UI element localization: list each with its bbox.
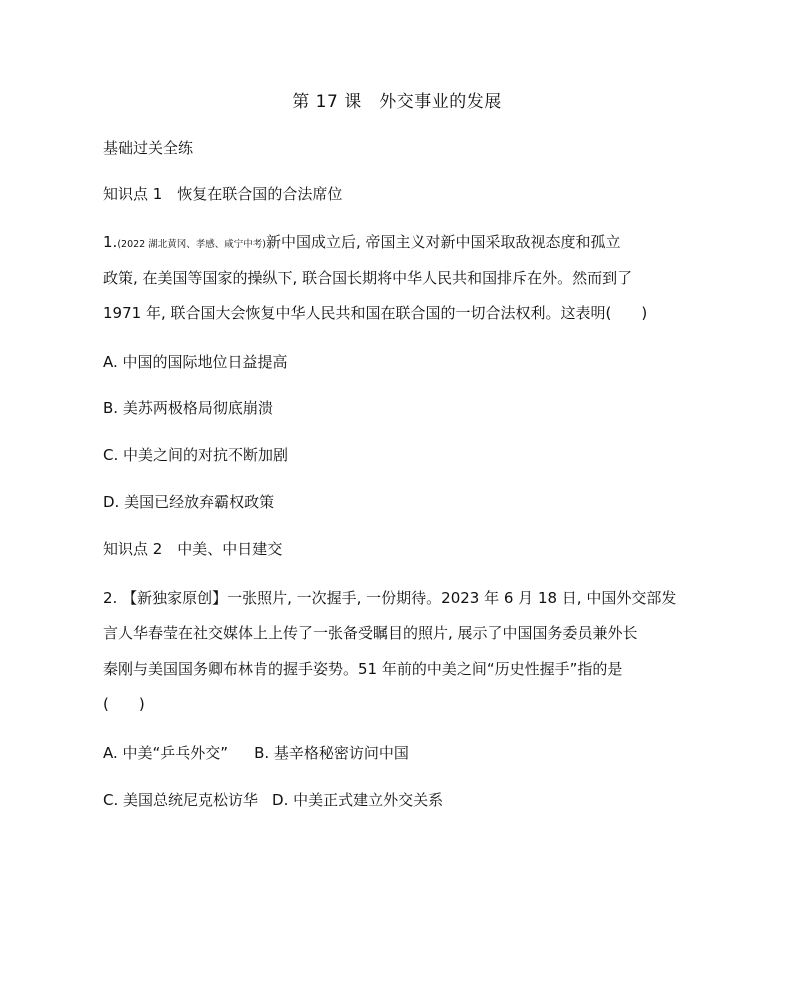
question-1-line-3: 1971 年, 联合国大会恢复中华人民共和国在联合国的一切合法权利。这表明( ): [103, 304, 648, 322]
question-2-options-row-2: [103, 790, 443, 810]
question-1-option-d: D. 美国已经放弃霸权政策: [103, 493, 275, 511]
knowledge-point-1: 知识点 1 恢复在联合国的合法席位: [103, 185, 343, 203]
lesson-title: 第 17 课 外交事业的发展: [292, 92, 502, 112]
question-1-line-1: [103, 232, 620, 255]
question-1-option-c: C. 中美之间的对抗不断加剧: [103, 446, 289, 464]
question-1-text-1: 新中国成立后, 帝国主义对新中国采取敌视态度和孤立: [265, 233, 621, 251]
question-2-line-1: 2. 【新独家原创】一张照片, 一次握手, 一份期待。2023 年 6 月 18 日, 中国外交部发: [103, 589, 677, 607]
question-1-option-b: B. 美苏两极格局彻底崩溃: [103, 399, 273, 417]
knowledge-point-2: 知识点 2 中美、中日建交: [103, 540, 283, 558]
question-1-option-a: A. 中国的国际地位日益提高: [103, 353, 288, 371]
question-2-option-a: A. 中美“乒乓外交”: [103, 744, 229, 762]
question-2-option-d: D. 中美正式建立外交关系: [272, 791, 444, 809]
section-heading: 基础过关全练: [103, 139, 194, 157]
question-2-line-3: 秦刚与美国国务卿布林肯的握手姿势。51 年前的中美之间“历史性握手”指的是: [103, 660, 623, 678]
question-1-number: 1.: [103, 233, 118, 251]
question-2-options-row-1: [103, 743, 409, 763]
question-2-option-b: B. 基辛格秘密访问中国: [254, 744, 409, 762]
question-1-line-2: 政策, 在美国等国家的操纵下, 联合国长期将中华人民共和国排斥在外。然而到了: [103, 269, 633, 287]
question-2-line-2: 言人华春莹在社交媒体上上传了一张备受瞩目的照片, 展示了中国国务委员兼外长: [103, 624, 638, 642]
question-2-line-4: ( ): [103, 695, 145, 713]
question-2-option-c: C. 美国总统尼克松访华: [103, 791, 259, 809]
question-1-source: (2022 湖北黄冈、孝感、咸宁中考): [117, 239, 266, 250]
